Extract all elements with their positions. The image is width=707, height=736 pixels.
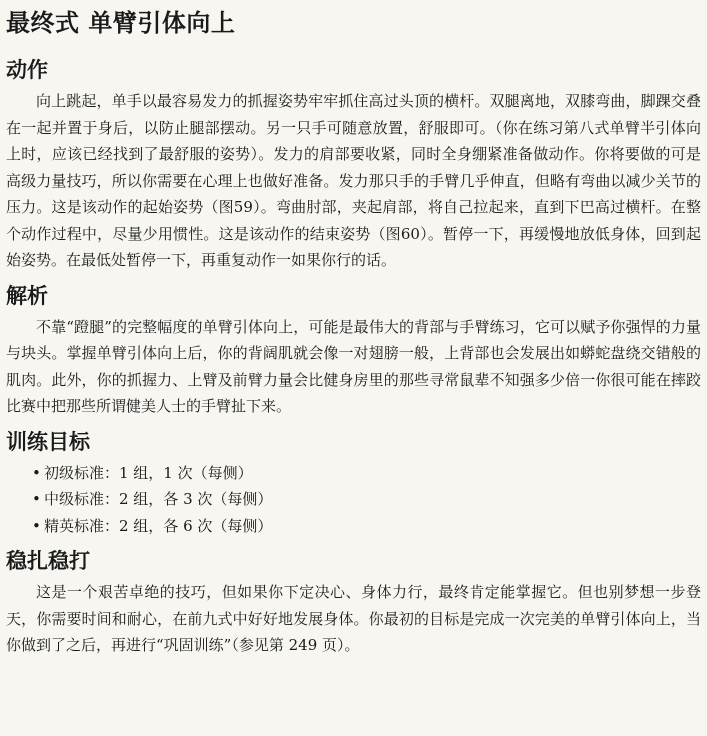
page-title: 最终式 单臂引体向上 bbox=[6, 9, 236, 37]
section-paragraph-action: 向上跳起，单手以最容易发力的抓握姿势牢牢抓住高过头顶的横杆。双腿离地，双膝弯曲，脚踝交叠在一起并置于身后，以防止腿部摆动。另一只手可随意放置，舒服即可。（你在练习第八式单臂半引体向上时，应该已经找到了最舒服的姿势）。发力的肩部要收紧，同时全身绷紧准备做动作。你将要做的可是高级力量技巧，所以你需要在心理上也做好准备。发力那只手的手臂几乎伸直，但略有弯曲以减少关节的压力。这是该动作的起始姿势（图59）。弯曲肘部，夹起肩部，将自己拉起来，直到下巴高过横杆。在整个动作过程中，尽量少用惯性。这是该动作的结束姿势（图60）。暂停一下，再缓慢地放低身体，回到起始姿势。在最低处暂停一下，再重复动作一如果你行的话。 bbox=[6, 92, 701, 269]
goals-list bbox=[6, 460, 701, 540]
section-heading-goals: 训练目标 bbox=[6, 429, 90, 454]
section-heading-analysis: 解析 bbox=[6, 283, 48, 308]
section-heading-steady: 稳扎稳打 bbox=[6, 549, 90, 573]
goal-item-intermediate: • 中级标准：2 组，各 3 次（每侧） bbox=[44, 486, 701, 513]
goal-item-beginner: • 初级标准：1 组，1 次（每侧） bbox=[44, 460, 701, 487]
section-heading-action: 动作 bbox=[6, 58, 48, 82]
section-paragraph-analysis: 不靠“蹬腿”的完整幅度的单臂引体向上，可能是最伟大的背部与手臂练习，它可以赋予你强悍的力量与块头。掌握单臂引体向上后，你的背阔肌就会像一对翅膀一般，上背部也会发展出如蟒蛇盘绕交错般的肌肉。此外，你的抓握力、上臂及前臂力量会比健身房里的那些寻常鼠辈不知强多少倍一你很可能在摔跤比赛中把那些所谓健美人士的手臂扯下来。 bbox=[6, 317, 701, 415]
section-paragraph-steady: 这是一个艰苦卓绝的技巧，但如果你下定决心、身体力行，最终肯定能掌握它。但也别梦想一步登天，你需要时间和耐心，在前九式中好好地发展身体。你最初的目标是完成一次完美的单臂引体向上，当你做到了之后，再进行“巩固训练”（参见第 249 页）。 bbox=[6, 583, 701, 654]
goal-item-elite: • 精英标准：2 组，各 6 次（每侧） bbox=[44, 513, 701, 540]
